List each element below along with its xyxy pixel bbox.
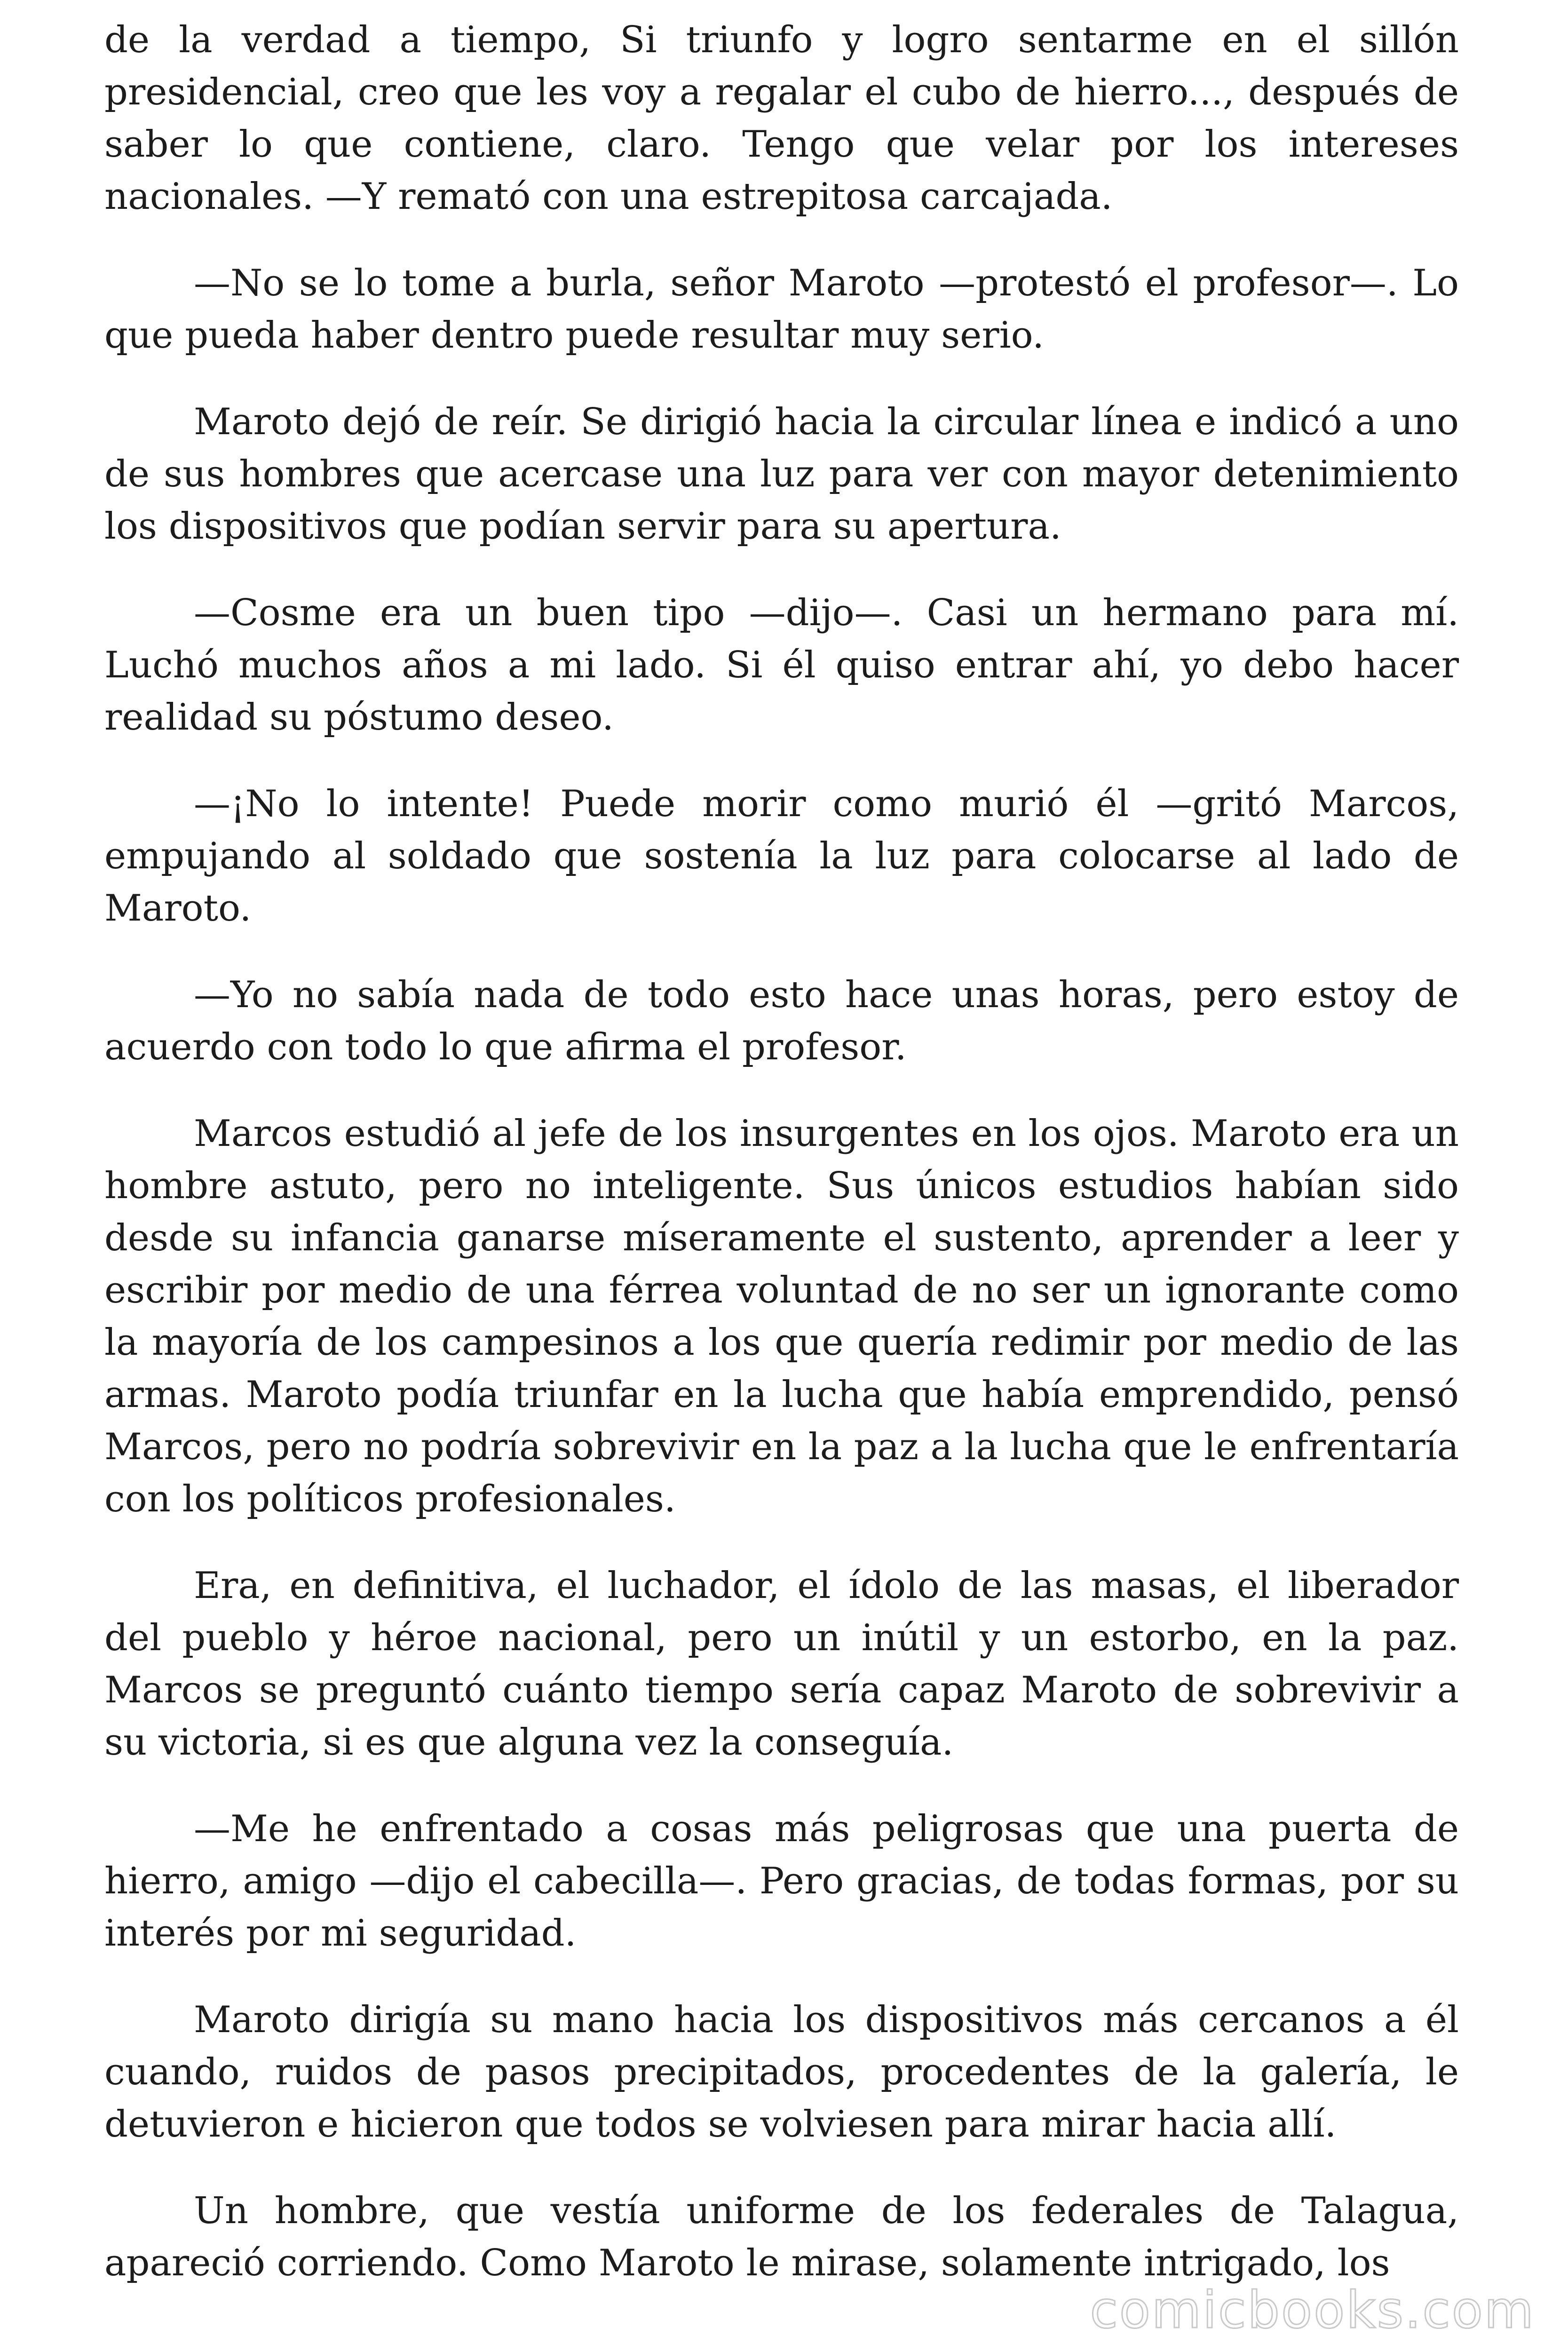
paragraph-5: —¡No lo intente! Puede morir como murió él —gritó Marcos, empujando al soldado que sostenía la luz para colocarse al lado de Maroto.	[104, 783, 1459, 930]
paragraph-9: —Me he enfrentado a cosas más peligrosas que una puerta de hierro, amigo —dijo el cabecilla—. Pero gracias, de todas formas, por su interés por mi seguridad.	[104, 1808, 1459, 1955]
paragraph-7: Marcos estudió al jefe de los insurgentes en los ojos. Maroto era un hombre astuto, pero no inteligente. Sus únicos estudios habían sido desde su infancia ganarse míseramente el sustento, aprender a leer y escribir por medio de una férrea voluntad de no ser un ignorante como la mayoría de los campesinos a los que quería redimir por medio de las armas. Maroto podía triunfar en la lucha que había emprendido, pensó Marcos, pero no podría sobrevivir en la paz a la lucha que le enfrentaría con los políticos profesionales.	[104, 1112, 1459, 1520]
paragraph-2: —No se lo tome a burla, señor Maroto —protestó el profesor—. Lo que pueda haber dentro puede resultar muy serio.	[104, 262, 1459, 357]
paragraph-6: —Yo no sabía nada de todo esto hace unas horas, pero estoy de acuerdo con todo lo que afirma el profesor.	[104, 974, 1459, 1068]
paragraph-10: Maroto dirigía su mano hacia los dispositivos más cercanos a él cuando, ruidos de pasos precipitados, procedentes de la galería, le detuvieron e hicieron que todos se volviesen para mirar hacia allí.	[104, 1999, 1459, 2145]
body-text	[104, 14, 1459, 2324]
watermark: comicbooks.com	[1090, 2281, 1535, 2340]
paragraph-11: Un hombre, que vestía uniforme de los federales de Talagua, apareció corriendo. Como Maroto le mirase, solamente intrigado, los	[104, 2190, 1459, 2284]
paragraph-3: Maroto dejó de reír. Se dirigió hacia la circular línea e indicó a uno de sus hombres que acercase una luz para ver con mayor detenimiento los dispositivos que podían servir para su apertura.	[104, 401, 1459, 548]
paragraph-4: —Cosme era un buen tipo —dijo—. Casi un hermano para mí. Luchó muchos años a mi lado. Si él quiso entrar ahí, yo debo hacer realidad su póstumo deseo.	[104, 592, 1459, 739]
paragraph-1: de la verdad a tiempo, Si triunfo y logro sentarme en el sillón presidencial, creo que les voy a regalar el cubo de hierro..., después de saber lo que contiene, claro. Tengo que velar por los intereses nacionales. —Y remató con una estrepitosa carcajada.	[104, 19, 1459, 218]
paragraph-8: Era, en definitiva, el luchador, el ídolo de las masas, el liberador del pueblo y héroe nacional, pero un inútil y un estorbo, en la paz. Marcos se preguntó cuánto tiempo sería capaz Maroto de sobrevivir a su victoria, si es que alguna vez la conseguía.	[104, 1565, 1459, 1764]
